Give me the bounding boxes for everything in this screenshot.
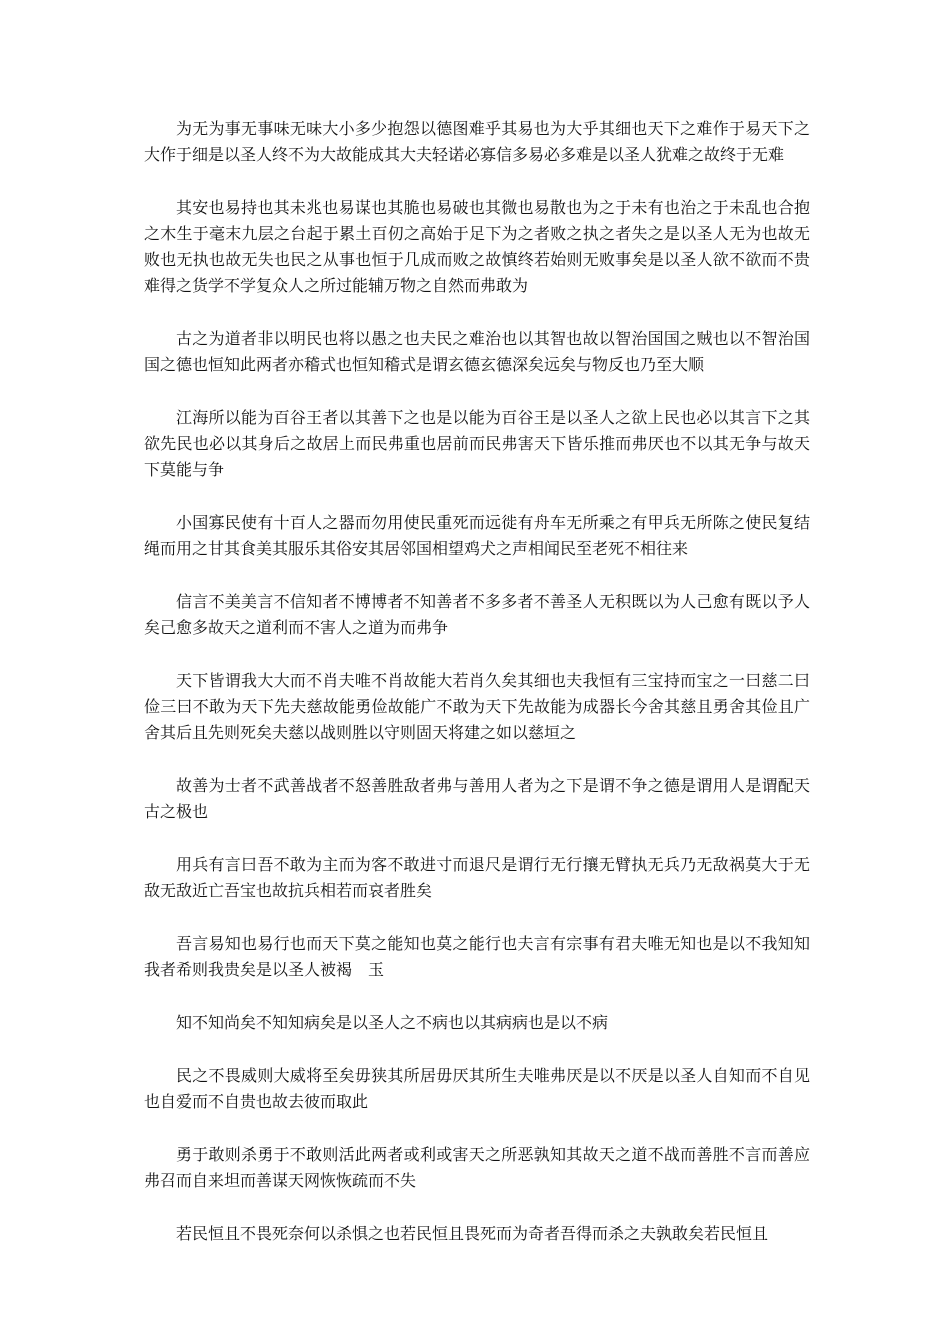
paragraph-6: 信言不美美言不信知者不博博者不知善者不多多者不善圣人无积既以为人己愈有既以予人矣己愈多故天之道利而不害人之道为而弗争 xyxy=(144,592,810,637)
paragraph-12: 民之不畏威则大威将至矣毋狭其所居毋厌其所生夫唯弗厌是以不厌是以圣人自知而不自见也自爱而不自贵也故去彼而取此 xyxy=(144,1066,810,1111)
paragraph-7: 天下皆谓我大大而不肖夫唯不肖故能大若肖久矣其细也夫我恒有三宝持而宝之一曰慈二曰俭三曰不敢为天下先夫慈故能勇俭故能广不敢为天下先故能为成器长今舍其慈且勇舍其俭且广舍其后且先则死矣夫慈以战则胜以守则固天将建之如以慈垣之 xyxy=(144,671,810,742)
paragraph-1: 为无为事无事味无味大小多少抱怨以德图难乎其易也为大乎其细也天下之难作于易天下之大作于细是以圣人终不为大故能成其大夫轻诺必寡信多易必多难是以圣人犹难之故终于无难 xyxy=(144,119,810,164)
paragraph-11: 知不知尚矣不知知病矣是以圣人之不病也以其病病也是以不病 xyxy=(176,1013,609,1032)
paragraph-5: 小国寡民使有十百人之器而勿用使民重死而远徙有舟车无所乘之有甲兵无所陈之使民复结绳而用之甘其食美其服乐其俗安其居邻国相望鸡犬之声相闻民至老死不相往来 xyxy=(144,513,810,558)
paragraph-10: 吾言易知也易行也而天下莫之能知也莫之能行也夫言有宗事有君夫唯无知也是以不我知知我者希则我贵矣是以圣人被褐 玉 xyxy=(144,934,810,979)
paragraph-2: 其安也易持也其未兆也易谋也其脆也易破也其微也易散也为之于未有也治之于未乱也合抱之木生于毫末九层之台起于累土百仞之高始于足下为之者败之执之者失之是以圣人无为也故无败也无执也故无失也民之从事也恒于几成而败之故慎终若始则无败事矣是以圣人欲不欲而不贵难得之货学不学复众人之所过能辅万物之自然而弗敢为 xyxy=(144,198,810,295)
paragraph-8: 故善为士者不武善战者不怒善胜敌者弗与善用人者为之下是谓不争之德是谓用人是谓配天古之极也 xyxy=(144,776,810,821)
paragraph-4: 江海所以能为百谷王者以其善下之也是以能为百谷王是以圣人之欲上民也必以其言下之其欲先民也必以其身后之故居上而民弗重也居前而民弗害天下皆乐推而弗厌也不以其无争与故天下莫能与争 xyxy=(144,408,810,479)
document-page xyxy=(144,116,810,1247)
paragraph-14: 若民恒且不畏死奈何以杀惧之也若民恒且畏死而为奇者吾得而杀之夫孰敢矣若民恒且 xyxy=(176,1224,769,1243)
paragraph-13: 勇于敢则杀勇于不敢则活此两者或利或害天之所恶孰知其故天之道不战而善胜不言而善应弗召而自来坦而善谋天网恢恢疏而不失 xyxy=(144,1145,810,1190)
paragraph-3: 古之为道者非以明民也将以愚之也夫民之难治也以其智也故以智治国国之贼也以不智治国国之德也恒知此两者亦稽式也恒知稽式是谓玄德玄德深矣远矣与物反也乃至大顺 xyxy=(144,329,810,374)
paragraph-9: 用兵有言曰吾不敢为主而为客不敢进寸而退尺是谓行无行攘无臂执无兵乃无敌祸莫大于无敌无敌近亡吾宝也故抗兵相若而哀者胜矣 xyxy=(144,855,810,900)
